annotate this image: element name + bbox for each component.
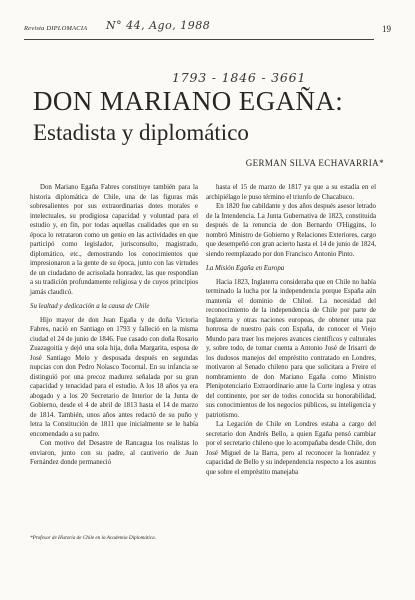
page-number: 19 (382, 24, 391, 34)
paragraph: Hacia 1823, Inglaterra consideraba que en Chile no había terminado la lucha por la independencia porque España aún mantenía el dominio de Chiloé. La necesidad del reconocimiento de la independencia de Chile por parte de Inglaterra y otras naciones europeas, de obtener una paz honrosa de nuestro país con España, de conocer el Viejo Mundo para traer los mejores avances científicos y culturales y, sobre todo, de tomar cuenta a Antonio José de Irisarri de los dudosos manejos del empréstito contratado en Londres, motivaron al Senado chileno para que solicitara a Freire el nombramiento de don Mariano Egaña como Ministro Plenipotenciario Extraordinario ante la Corte inglesa y otras del continente, por ser de todos conocida su honorabilidad, sus conocimientos de los negocios públicos, su inteligencia y patriotismo. (206, 278, 376, 419)
author-footnote: *Profesor de Historia de Chile en la Academia Diplomática. (30, 535, 157, 541)
paragraph: hasta el 15 de marzo de 1817 ya que a su estadía en el archipiélago le puso término el triunfo de Chacabuco. (206, 184, 376, 201)
paragraph: Con motivo del Desastre de Rancagua los realistas lo enviaron, junto con su padre, al cautiverio de Juan Fernández donde permaneció (30, 440, 198, 466)
left-column (30, 183, 198, 468)
journal-name: Revista DIPLOMACIA (24, 25, 88, 32)
handwritten-issue-note: N° 44, Ago, 1988 (106, 19, 211, 32)
paragraph: Hijo mayor de don Juan Egaña y de doña Victoria Fabres, nació en Santiago en 1793 y falleció en la misma ciudad el 24 de junio de 1846. Fue casado con doña Rosario Zuazagoitía y dejó una sola hija, doña Margarita, esposa de José Santiago Melo y desposada después en segundas nupcias con don Pedro Nolasco Tocornal. En su infancia se distinguió por una precoz madurez señalada por su gran capacidad y tenacidad para el estudio. A los 18 años ya era abogado y a los 20 Secretario de Interior de la Junta de Gobierno, desde el 4 de abril de 1813 hasta el 14 de marzo de 1814. También, unos años antes redactó de su puño y letra la Constitución de 1811 que inicialmente se le había encomendado a su padre. (30, 316, 198, 438)
handwritten-dates-note: 1793 - 1846 - 3661 (172, 70, 307, 85)
section-heading: Su lealtad y dedicación a la causa de Chile (30, 303, 150, 310)
article-subtitle: Estadista y diplomático (33, 120, 249, 145)
right-column (206, 183, 376, 477)
article-title: DON MARIANO EGAÑA: (33, 86, 344, 116)
header-rule (24, 39, 374, 40)
page-header (24, 19, 391, 37)
article-author: GERMAN SILVA ECHAVARRIA* (245, 158, 384, 168)
paragraph: Don Mariano Egaña Fabres constituye también para la historia diplomática de Chile, una de las figuras más sobresalientes por sus extraordinarias dotes morales e intelectuales, su prodigiosa capacidad y voluntad para el estudio y, en fin, por todas aquellas cualidades que en su época lo retrataron como un genio en las actividades en que participó como legislador, jurisconsulto, magistrado, diplomático, etc., demostrando los conocimientos que impresionaron a la gente de su época, junto con las virtudes de un ciudadano de acrisolada honradez, las que respondían a su tradición profundamente religiosa y de cuyos principios jamás claudicó. (30, 184, 198, 296)
paragraph: La Legación de Chile en Londres estaba a cargo del secretario don Andrés Bello, a quien Egaña pensó cambiar por el secretario chileno que lo acompañaba desde Chile, don José Miguel de la Barra, pero al reconocer la honradez y capacidad de Bello y su independencia respecto a los asuntos que sobre el empréstito manejaba (206, 421, 376, 476)
paragraph: En 1820 fue cabildante y dos años después asesor letrado de la Intendencia. La Junta Gubernativa de 1823, constituida después de la renuncia de don Bernardo O'Higgins, lo nombró Ministro de Gobierno y Relaciones Exteriores, cargo que desempeñó con gran acierto hasta el 14 de junio de 1824, siendo reemplazado por don Francisco Antonio Pinto. (206, 203, 376, 258)
section-heading: La Misión Egaña en Europa (206, 265, 285, 272)
